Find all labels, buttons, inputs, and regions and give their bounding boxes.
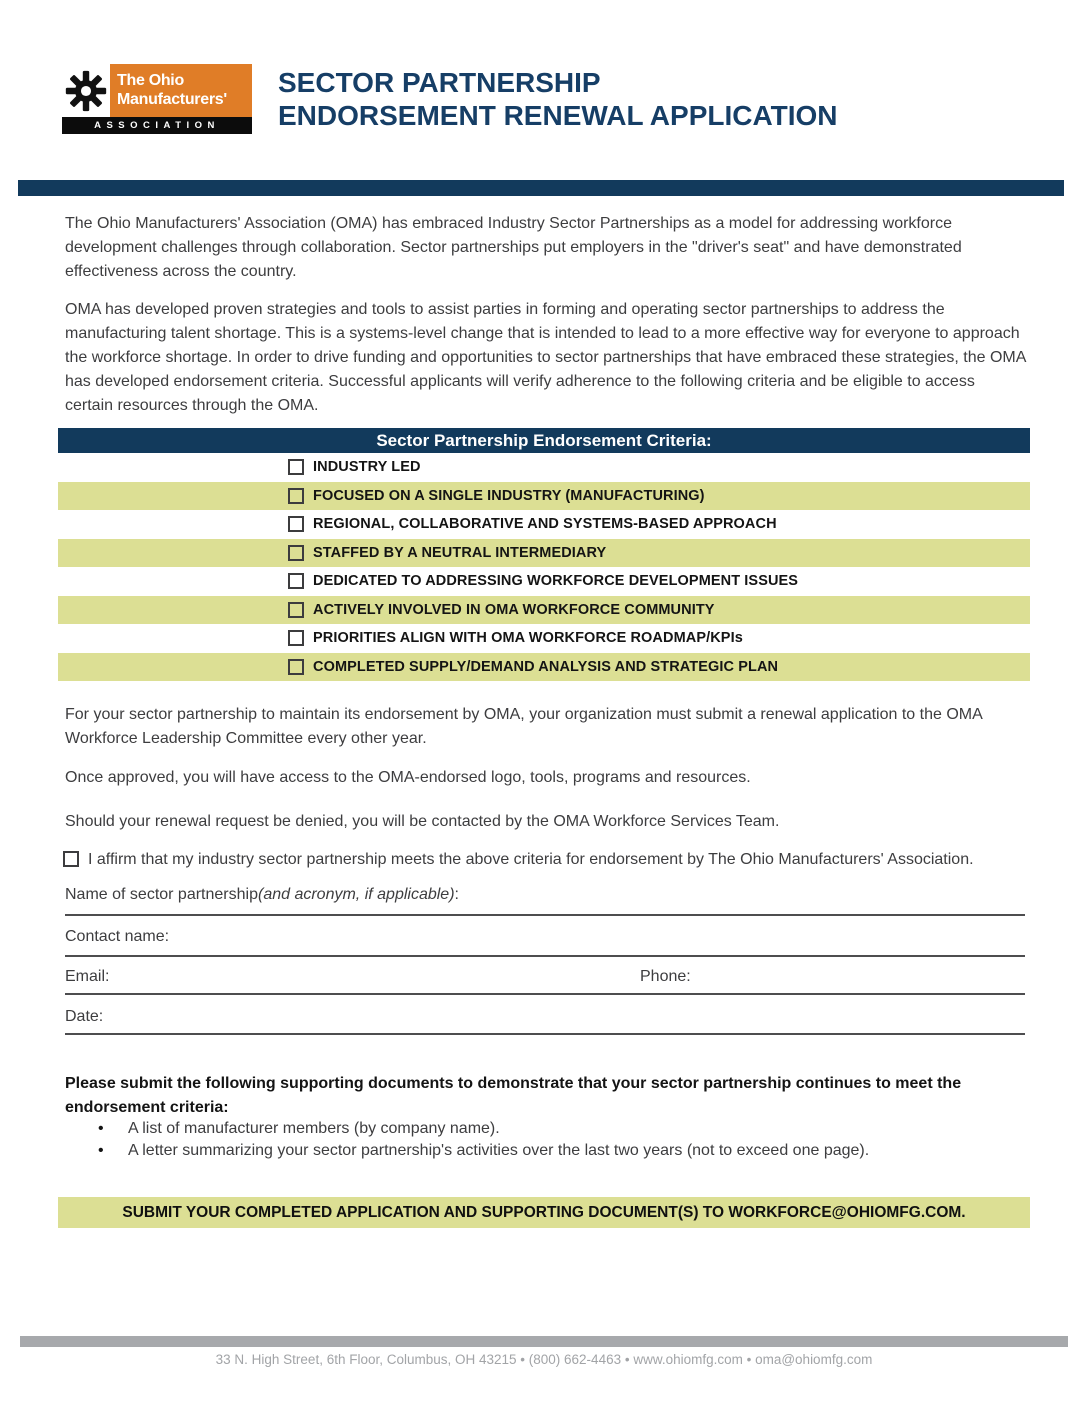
body-paragraph-approved: Once approved, you will have access to the OMA-endorsed logo, tools, programs and resources. <box>65 769 751 786</box>
criterion-row <box>58 596 1030 625</box>
contact-name-label: Contact name: <box>65 928 170 945</box>
criteria-header: Sector Partnership Endorsement Criteria: <box>58 428 1030 453</box>
oma-logo-line1: The Ohio <box>117 72 184 89</box>
criterion-label: INDUSTRY LED <box>313 459 421 476</box>
supporting-bullet-member-list: • A list of manufacturer members (by company name). <box>128 1118 1008 1139</box>
page-title <box>278 66 838 132</box>
page-title-line2: ENDORSEMENT RENEWAL APPLICATION <box>278 100 838 131</box>
criterion-label: DEDICATED TO ADDRESSING WORKFORCE DEVELOPMENT ISSUES <box>313 573 799 590</box>
criterion-label: STAFFED BY A NEUTRAL INTERMEDIARY <box>313 544 607 561</box>
affirmation-label: I affirm that my industry sector partnership meets the above criteria for endorsement by The Ohio Manufacturers' Association. <box>88 851 974 868</box>
criterion-row <box>58 539 1030 568</box>
date-field[interactable] <box>65 1008 1025 1035</box>
oma-logo-line2: Manufacturers' <box>117 91 227 108</box>
affirmation-checkbox[interactable] <box>63 851 79 867</box>
criterion-row <box>58 624 1030 653</box>
name-acronym-note: (and acronym, if applicable) <box>257 886 455 903</box>
criterion-row <box>58 453 1030 482</box>
date-label: Date: <box>65 1008 104 1025</box>
contact-name-field[interactable] <box>65 928 1025 957</box>
intro-paragraph-2: OMA has developed proven strategies and tools to assist parties in forming and operating sector partnerships to address the manufacturing talent shortage. This is a systems-level change that is intended to lead to a more effective way for everyone to approach the workforce shortage. In order to drive funding and opportunities to sector partnerships that have embraced these strategies, the OMA has developed endorsement criteria. Successful applicants will verify adherence to the following criteria and be eligible to access certain resources through the OMA. <box>65 301 1026 414</box>
criterion-checkbox-roadmap-kpis[interactable] <box>288 630 304 646</box>
intro-paragraph-1: The Ohio Manufacturers' Association (OMA) has embraced Industry Sector Partnerships as a model for addressing workforce development challenges through collaboration. Sector partnerships put employers in the "driver's seat" and have demonstrated effectiveness across the country. <box>65 215 962 280</box>
criteria-section <box>58 428 1030 681</box>
criterion-row <box>58 567 1030 596</box>
criterion-label: COMPLETED SUPPLY/DEMAND ANALYSIS AND STRATEGIC PLAN <box>313 658 779 675</box>
criterion-label: REGIONAL, COLLABORATIVE AND SYSTEMS-BASED APPROACH <box>313 516 777 533</box>
criterion-label: ACTIVELY INVOLVED IN OMA WORKFORCE COMMUNITY <box>313 601 715 618</box>
body-paragraph-denied: Should your renewal request be denied, you will be contacted by the OMA Workforce Services Team. <box>65 813 780 830</box>
phone-label: Phone: <box>640 968 691 985</box>
email-phone-field[interactable] <box>65 968 1025 995</box>
criterion-checkbox-single-industry[interactable] <box>288 488 304 504</box>
footer-divider-bar <box>20 1336 1068 1347</box>
criterion-row <box>58 482 1030 511</box>
header-divider-bar <box>18 180 1064 196</box>
affirmation-row <box>63 849 1023 871</box>
name-of-partnership-label: Name of sector partnership <box>65 886 258 903</box>
oma-logo-top <box>62 64 252 117</box>
criterion-checkbox-neutral-intermediary[interactable] <box>288 545 304 561</box>
criterion-row <box>58 510 1030 539</box>
gear-icon <box>62 64 110 117</box>
email-label: Email: <box>65 968 110 985</box>
criterion-label: PRIORITIES ALIGN WITH OMA WORKFORCE ROADMAP/KPIs <box>313 630 743 647</box>
supporting-bullet-activity-letter: • A letter summarizing your sector partnership's activities over the last two years (not to exceed one page). <box>128 1140 1008 1161</box>
criterion-checkbox-industry-led[interactable] <box>288 459 304 475</box>
criterion-checkbox-supply-demand[interactable] <box>288 659 304 675</box>
criterion-checkbox-oma-community[interactable] <box>288 602 304 618</box>
name-label-colon: : <box>454 886 459 903</box>
supporting-documents-intro: Please submit the following supporting documents to demonstrate that your sector partnership continues to meet the endorsement criteria: <box>65 1075 962 1116</box>
body-paragraph-renewal: For your sector partnership to maintain its endorsement by OMA, your organization must submit a renewal application to the OMA Workforce Leadership Committee every other year. <box>65 706 982 747</box>
criterion-checkbox-regional[interactable] <box>288 516 304 532</box>
oma-logo <box>62 64 252 134</box>
footer-contact-info: 33 N. High Street, 6th Floor, Columbus, OH 43215 • (800) 662-4463 • www.ohiomfg.com • oma@ohiomfg.com <box>215 1352 873 1367</box>
oma-logo-wordmark <box>110 64 252 117</box>
page-title-line1: SECTOR PARTNERSHIP <box>278 67 601 98</box>
name-of-partnership-field[interactable] <box>65 886 1025 916</box>
submit-instruction-banner: SUBMIT YOUR COMPLETED APPLICATION AND SUPPORTING DOCUMENT(S) TO WORKFORCE@OHIOMFG.COM. <box>58 1197 1030 1228</box>
criterion-row <box>58 653 1030 682</box>
criterion-checkbox-workforce-issues[interactable] <box>288 573 304 589</box>
oma-logo-association: ASSOCIATION <box>62 117 252 134</box>
criterion-label: FOCUSED ON A SINGLE INDUSTRY (MANUFACTURING) <box>313 487 705 504</box>
